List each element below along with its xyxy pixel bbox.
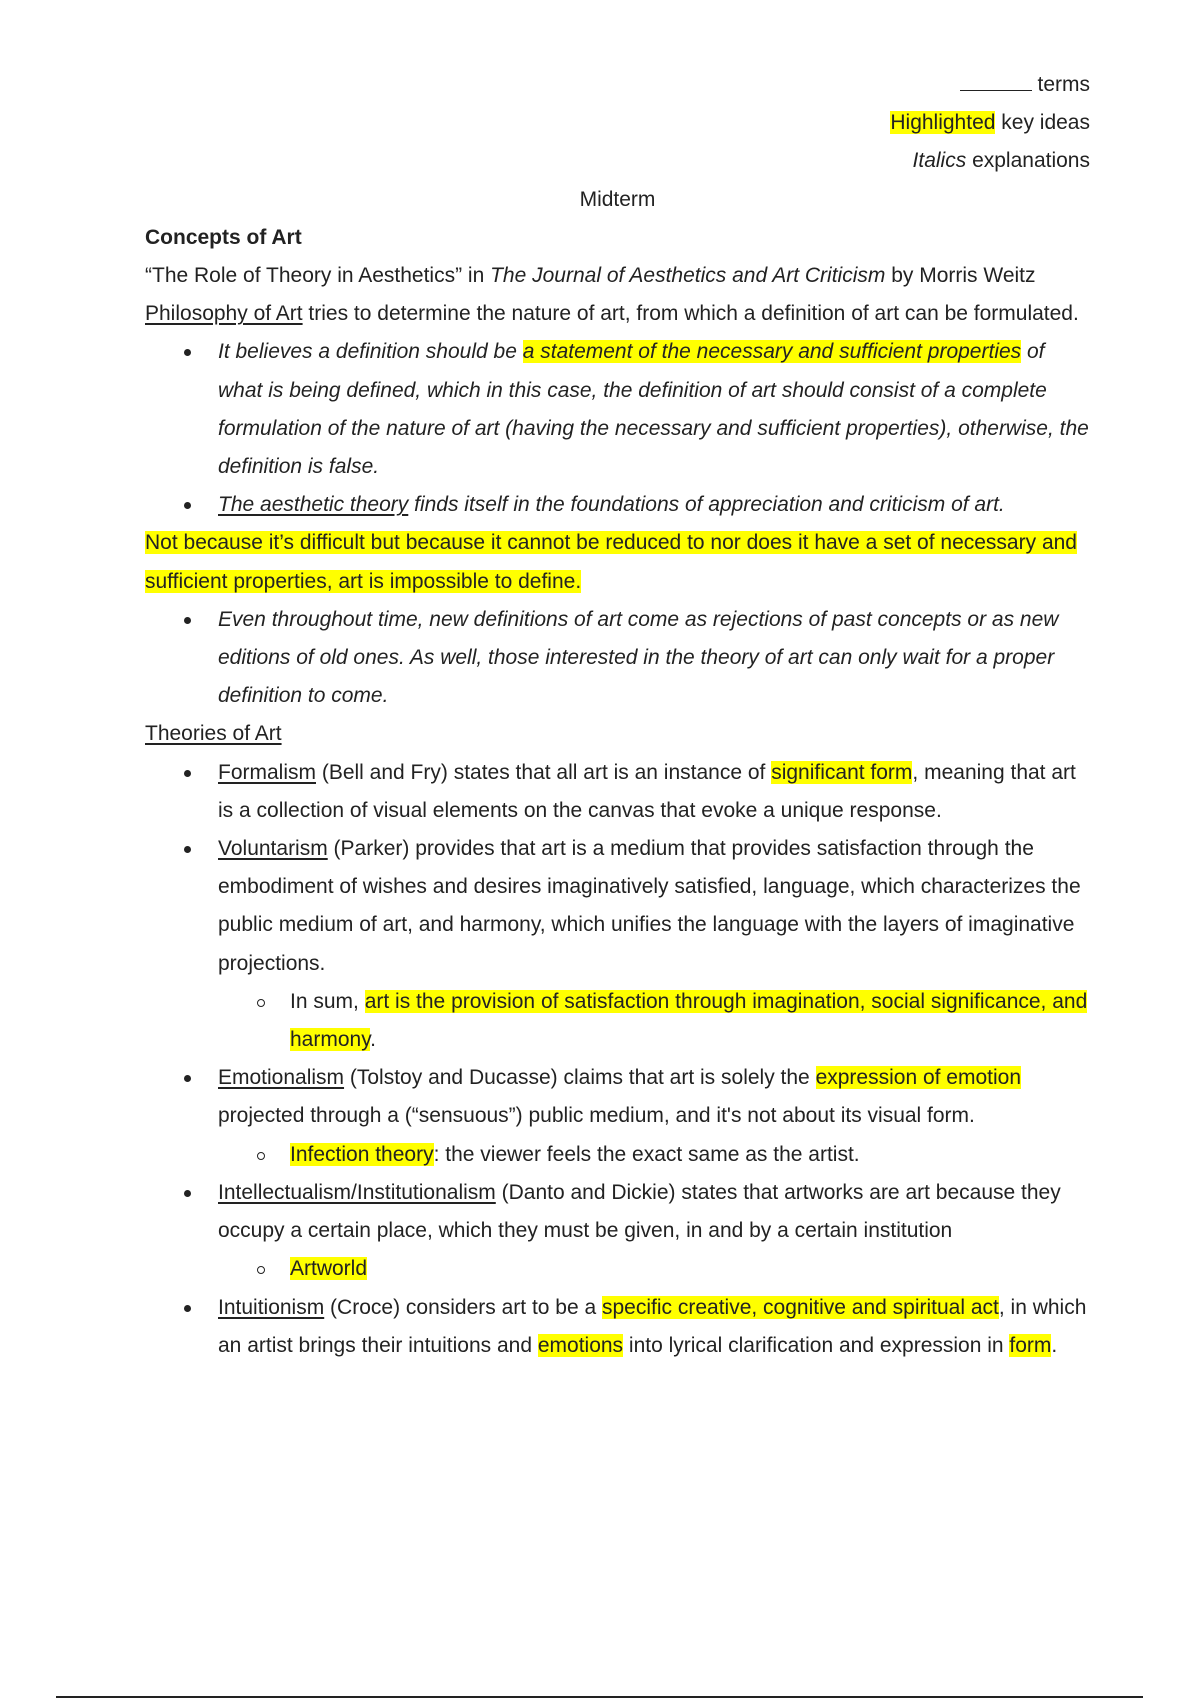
legend-italics: Italics explanations — [912, 149, 1090, 173]
list-item-emotionalism: Emotionalism (Tolstoy and Ducasse) claims that art is solely the expression of emotion projected through a (“sensuous”) public medium, and it's not about its visual form. — [145, 1059, 1090, 1135]
philosophy-paragraph: Philosophy of Art tries to determine the nature of art, from which a definition of art can be formulated. — [145, 302, 1079, 326]
list-item: The aesthetic theory finds itself in the foundations of appreciation and criticism of art. — [145, 486, 1090, 524]
document-body — [145, 66, 1090, 1365]
list-item-intellectualism: Intellectualism/Institutionalism (Danto and Dickie) states that artworks are art because they occupy a certain place, which they must be given, in and by a certain institution — [145, 1174, 1090, 1250]
list-item: It believes a definition should be a statement of the necessary and sufficient properties of what is being defined, which in this case, the definition of art should consist of a complete formulation of the nature of art (having the necessary and sufficient properties), otherwise, the definition is false. — [145, 333, 1090, 486]
list-item-voluntarism: Voluntarism (Parker) provides that art is a medium that provides satisfaction through the embodiment of wishes and desires imaginatively satisfied, language, which characterizes the public medium of art, and harmony, which unifies the language with the layers of imaginative projections. — [145, 830, 1090, 983]
section-heading-theories: Theories of Art — [145, 722, 282, 746]
key-idea-paragraph: Not because it’s difficult but because it cannot be reduced to nor does it have a set of necessary and sufficient properties, art is impossible to define. — [145, 531, 1077, 593]
legend — [145, 66, 1090, 181]
sub-list-item: Infection theory: the viewer feels the exact same as the artist. — [145, 1136, 1090, 1174]
legend-highlighted: Highlighted key ideas — [890, 111, 1090, 135]
list-item-formalism: Formalism (Bell and Fry) states that all art is an instance of significant form, meaning that art is a collection of visual elements on the canvas that evoke a unique response. — [145, 754, 1090, 830]
section-heading-concepts: Concepts of Art — [145, 225, 302, 249]
sub-list-item: Artworld — [145, 1250, 1090, 1288]
blank-underline — [960, 70, 1032, 91]
sub-list-item: In sum, art is the provision of satisfaction through imagination, social significance, and harmony. — [145, 983, 1090, 1059]
list-item-intuitionism: Intuitionism (Croce) considers art to be a specific creative, cognitive and spiritual act, in which an artist brings their intuitions and emotions into lyrical clarification and expression in form. — [145, 1289, 1090, 1365]
page-divider — [56, 1696, 1143, 1698]
concepts-list-1 — [145, 333, 1090, 524]
legend-terms: terms — [145, 66, 1090, 104]
concepts-list-2 — [145, 601, 1090, 716]
theories-list — [145, 754, 1090, 1365]
page-title: Midterm — [579, 187, 656, 211]
citation: “The Role of Theory in Aesthetics” in The Journal of Aesthetics and Art Criticism by Morris Weitz — [145, 264, 1036, 288]
list-item: Even throughout time, new definitions of art come as rejections of past concepts or as new editions of old ones. As well, those interested in the theory of art can only wait for a proper definition to come. — [145, 601, 1090, 716]
